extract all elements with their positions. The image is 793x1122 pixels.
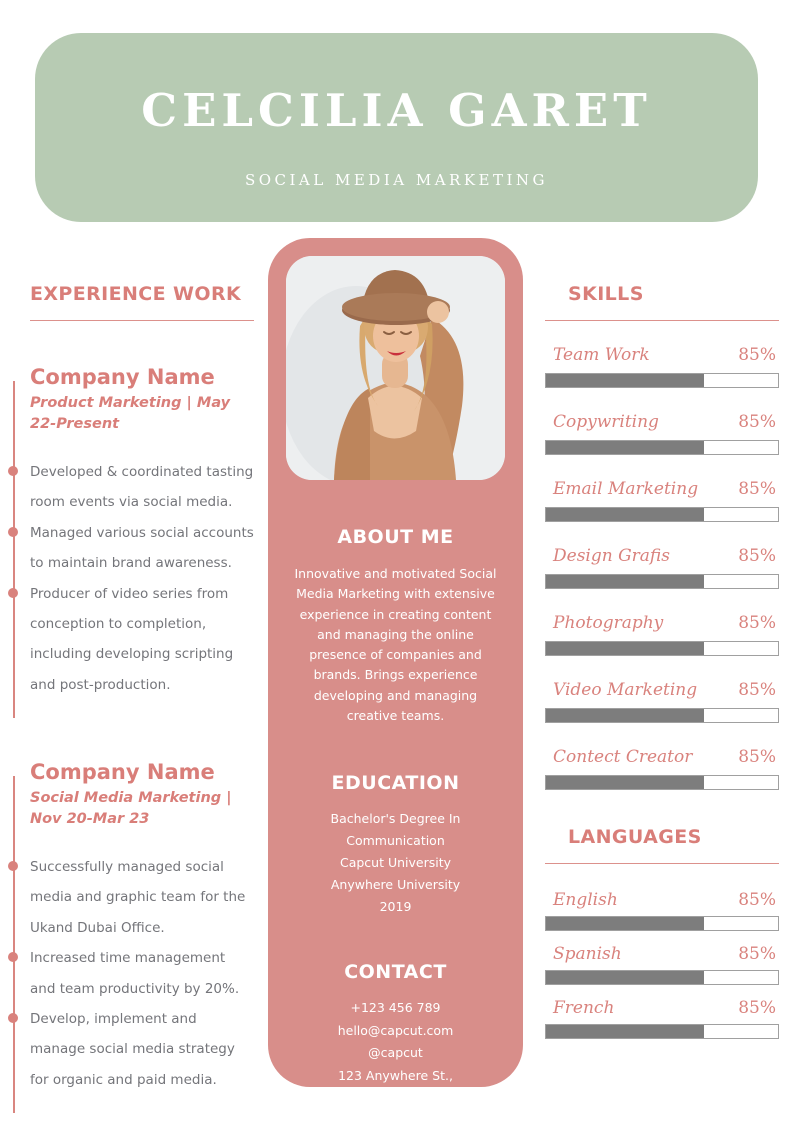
job-bullet: Producer of video series from conception to completion, including developing scripting and post-production. [30, 579, 254, 701]
skill-progress-bar [545, 775, 779, 790]
language-percent: 85% [738, 998, 776, 1018]
header-card [35, 33, 758, 222]
skill-progress-bar [545, 440, 779, 455]
job-bullet-list [30, 457, 254, 700]
skills-divider [545, 320, 779, 321]
person-role: SOCIAL MEDIA MARKETING [244, 171, 549, 189]
contact-details [286, 997, 505, 1110]
language-percent: 85% [738, 890, 776, 910]
skill-progress-bar [545, 373, 779, 388]
skill-progress-bar [545, 574, 779, 589]
language-progress-bar [545, 916, 779, 931]
skill-percent: 85% [738, 345, 776, 365]
skill-progress-fill [546, 441, 704, 454]
education-line: 2019 [379, 898, 412, 914]
skill-label: Video Marketing [553, 680, 698, 700]
skill-label: Team Work [553, 345, 650, 365]
languages-section [545, 826, 779, 1039]
timeline-line [13, 776, 15, 1113]
skill-percent: 85% [738, 412, 776, 432]
skills-title: SKILLS [568, 283, 644, 305]
language-progress-bar [545, 970, 779, 985]
profile-column [268, 238, 523, 1106]
language-percent: 85% [738, 944, 776, 964]
skill-progress-fill [546, 642, 704, 655]
skill-percent: 85% [738, 747, 776, 767]
job-bullet: Successfully managed social media and graphic team for the Ukand Dubai Office. [30, 852, 254, 943]
language-label: Spanish [553, 944, 622, 964]
language-label: French [553, 998, 615, 1018]
skill-progress-fill [546, 508, 704, 521]
skill-percent: 85% [738, 479, 776, 499]
language-progress-bar [545, 1024, 779, 1039]
language-row [545, 890, 779, 931]
education-details [286, 808, 505, 917]
skill-row [545, 747, 779, 790]
contact-address-line1: 123 Anywhere St., [338, 1067, 453, 1083]
skill-row [545, 479, 779, 522]
skill-percent: 85% [738, 546, 776, 566]
job-bullet: Managed various social accounts to maintain brand awareness. [30, 518, 254, 579]
skill-row [545, 546, 779, 589]
skill-label: Email Marketing [553, 479, 699, 499]
experience-title: EXPERIENCE WORK [30, 283, 242, 305]
job-entry [30, 365, 254, 700]
portrait-illustration [286, 256, 505, 480]
job-bullet: Increased time management and team productivity by 20%. [30, 943, 254, 1004]
experience-divider [30, 320, 254, 321]
education-line: Anywhere University [330, 876, 461, 892]
job-company: Company Name [30, 760, 215, 785]
languages-divider [545, 863, 779, 864]
contact-email: hello@capcut.com [337, 1022, 454, 1038]
skill-progress-fill [546, 776, 704, 789]
skill-progress-fill [546, 374, 704, 387]
job-entry [30, 760, 254, 1095]
skill-label: Design Grafis [553, 546, 670, 566]
skill-percent: 85% [738, 680, 776, 700]
job-meta: Product Marketing | May 22-Present [30, 395, 231, 433]
job-bullet: Developed & coordinated tasting room events via social media. [30, 457, 254, 518]
contact-address-line2: Anywhere City, ST 1234 [320, 1090, 471, 1106]
skill-row [545, 412, 779, 455]
skill-row [545, 613, 779, 656]
skill-progress-fill [546, 575, 704, 588]
skill-row [545, 345, 779, 388]
job-company: Company Name [30, 365, 215, 389]
language-progress-fill [546, 1025, 704, 1038]
language-label: English [553, 890, 618, 910]
skill-progress-fill [546, 709, 704, 722]
education-line: Bachelor's Degree In Communication [330, 811, 461, 848]
skill-progress-bar [545, 641, 779, 656]
education-title: EDUCATION [331, 772, 460, 794]
language-progress-fill [546, 971, 704, 984]
job-bullet-list [30, 852, 254, 1095]
skill-label: Copywriting [553, 412, 659, 432]
education-line: Capcut University [339, 854, 452, 870]
timeline-line [13, 381, 15, 718]
contact-phone: +123 456 789 [350, 1000, 441, 1016]
language-progress-fill [546, 917, 704, 930]
skill-progress-bar [545, 507, 779, 522]
about-title: ABOUT ME [337, 526, 454, 548]
skills-section [545, 283, 779, 1039]
skill-label: Contect Creator [553, 747, 693, 767]
job-meta: Social Media Marketing | Nov 20-Mar 23 [30, 790, 232, 828]
language-row [545, 944, 779, 985]
skill-percent: 85% [738, 613, 776, 633]
languages-title: LANGUAGES [568, 826, 702, 848]
skill-label: Photography [553, 613, 664, 633]
person-name: CELCILIA GARET [141, 84, 652, 137]
profile-photo [286, 256, 505, 480]
experience-section [30, 283, 254, 1095]
skill-row [545, 680, 779, 723]
contact-handle: @capcut [368, 1045, 423, 1061]
job-bullet: Develop, implement and manage social media strategy for organic and paid media. [30, 1004, 254, 1095]
about-text: Innovative and motivated Social Media Marketing with extensive experience in creating content and managing the online presence of companies and brands. Brings experience developing and managing creative teams. [294, 566, 497, 723]
language-row [545, 998, 779, 1039]
skill-progress-bar [545, 708, 779, 723]
contact-title: CONTACT [344, 961, 447, 984]
